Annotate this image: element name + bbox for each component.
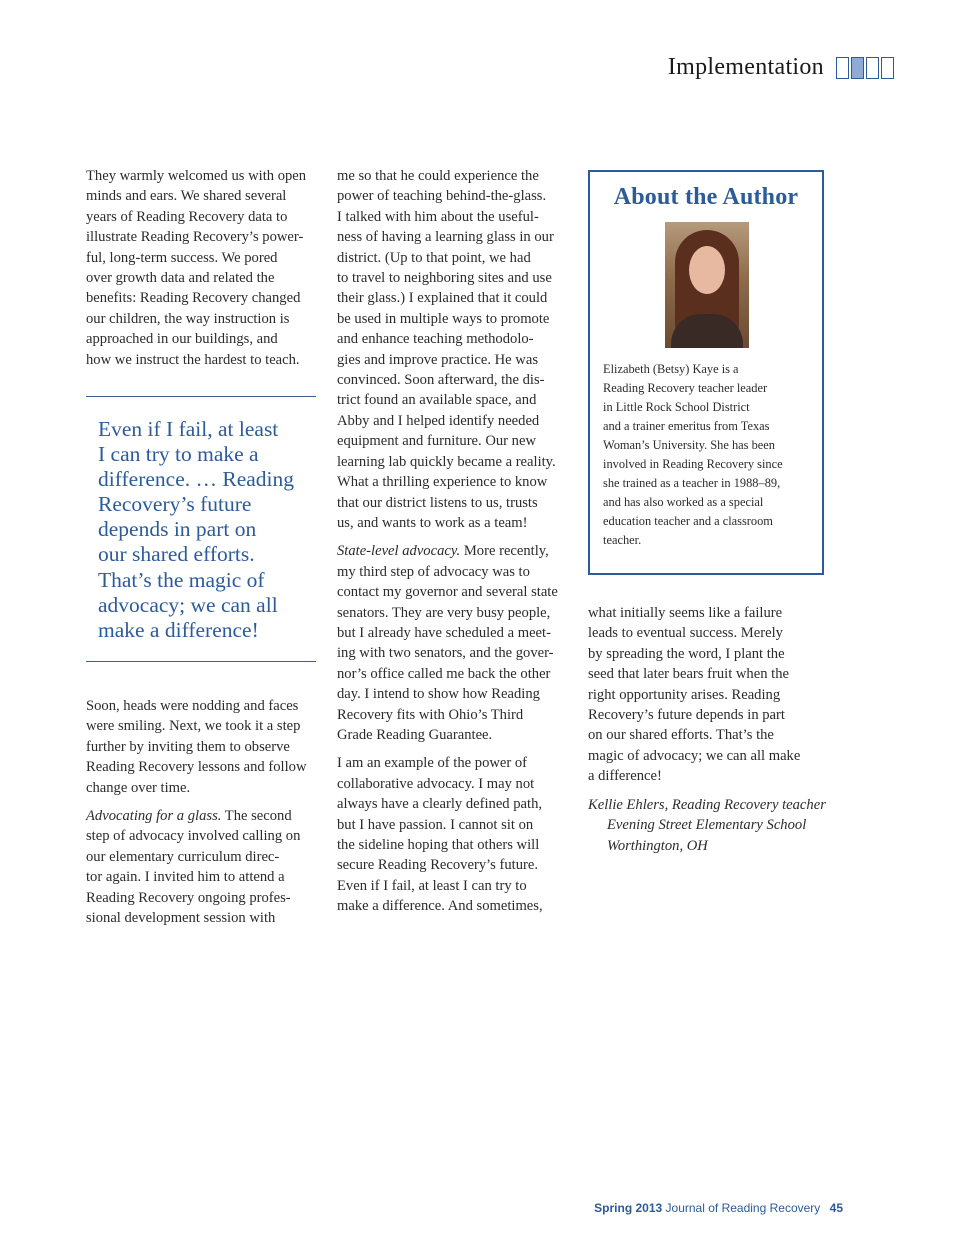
section-box-3: [866, 57, 879, 79]
text-line: but I have passion. I cannot sit on: [337, 816, 534, 833]
signature-school: Evening Street Elementary School: [607, 817, 807, 834]
text-line: were smiling. Next, we took it a step: [86, 718, 301, 735]
bio-line: and a trainer emeritus from Texas: [603, 419, 770, 433]
text-line: their glass.) I explained that it could: [337, 290, 548, 307]
section-box-4: [881, 57, 894, 79]
section-box-2-active: [851, 57, 864, 79]
text-line: the sideline hoping that others will: [337, 837, 540, 853]
text-line: learning lab quickly became a reality.: [337, 453, 556, 470]
text-line: ness of having a learning glass in our: [337, 229, 554, 246]
bio-line: she trained as a teacher in 1988–89,: [603, 476, 781, 490]
column3-paragraph-1: [588, 603, 828, 787]
text-line: on our shared efforts. That’s the: [588, 727, 774, 744]
column-2: [337, 166, 571, 925]
column1-paragraph-3: [86, 806, 318, 928]
text-line: right opportunity arises. Reading: [588, 686, 781, 703]
signature-name: Kellie Ehlers, Reading Recovery teacher: [588, 797, 826, 813]
signature-city: Worthington, OH: [607, 837, 708, 854]
pull-quote-line: make a difference!: [98, 617, 259, 642]
text-line: magic of advocacy; we can all make: [588, 747, 801, 764]
text-line: step of advocacy involved calling on: [86, 828, 301, 845]
text-line: They warmly welcomed us with open: [86, 168, 307, 184]
run-in-heading: Advocating for a glass.: [86, 808, 222, 825]
bio-line: Reading Recovery teacher leader: [603, 381, 768, 395]
column-1-lower: [86, 696, 318, 936]
text-line: be used in multiple ways to promote: [337, 310, 550, 327]
column1-paragraph-2: [86, 696, 318, 798]
text-line: power of teaching behind-the-glass.: [337, 188, 547, 205]
text-line: ing with two senators, and the gover-: [337, 645, 554, 662]
text-line: over growth data and related the: [86, 270, 275, 287]
pull-quote-line: That’s the magic of: [98, 567, 265, 592]
text-line: how we instruct the hardest to teach.: [86, 351, 300, 368]
text-line: What a thrilling experience to know: [337, 474, 548, 491]
text-line: seed that later bears fruit when the: [588, 666, 789, 683]
author-photo-face: [689, 246, 725, 294]
text-line: approached in our buildings, and: [86, 331, 278, 348]
bio-line: teacher.: [603, 533, 642, 547]
text-line: I am an example of the power of: [337, 755, 528, 772]
bio-line: in Little Rock School District: [603, 400, 750, 414]
text-line: trict found an available space, and: [337, 392, 537, 409]
text-line: us, and wants to work as a team!: [337, 514, 528, 531]
text-line: Recovery’s future depends in part: [588, 707, 785, 724]
text-line: gies and improve practice. He was: [337, 351, 538, 368]
pull-quote-line: depends in part on: [98, 517, 257, 542]
column-1: [86, 166, 318, 378]
text-line: and enhance teaching methodolo-: [337, 331, 534, 348]
text-line: senators. They are very busy people,: [337, 604, 551, 621]
text-line: our elementary curriculum direc-: [86, 848, 280, 865]
text-line: I talked with him about the useful-: [337, 208, 539, 225]
text-fragment: More recently,: [460, 543, 549, 560]
text-line: a difference!: [588, 768, 662, 785]
text-line: sional development session with: [86, 910, 276, 927]
text-line: my third step of advocacy was to: [337, 563, 530, 580]
author-box-title: About the Author: [613, 184, 799, 210]
signature-block: [588, 795, 828, 856]
text-line: [337, 541, 571, 561]
pull-quote-line: Even if I fail, at least: [98, 417, 279, 441]
text-line: our children, the way instruction is: [86, 310, 290, 327]
section-title: Implementation: [667, 54, 824, 80]
bio-line: Woman’s University. She has been: [603, 438, 775, 452]
footer-season: Spring 2013: [594, 1201, 663, 1215]
footer-journal: Journal of Reading Recovery: [665, 1201, 821, 1215]
column2-paragraph-3: [337, 753, 571, 916]
column-3: [588, 603, 828, 795]
pull-quote: [86, 396, 316, 662]
text-line: leads to eventual success. Merely: [588, 625, 783, 642]
text-line: district. (Up to that point, we had: [337, 249, 531, 266]
pull-quote-line: I can try to make a: [98, 442, 259, 467]
text-line: collaborative advocacy. I may not: [337, 775, 535, 792]
text-line: benefits: Reading Recovery changed: [86, 290, 301, 307]
text-line: Recovery fits with Ohio’s Third: [337, 706, 524, 723]
text-line: Abby and I helped identify needed: [337, 412, 540, 429]
run-in-heading: State-level advocacy.: [337, 543, 461, 560]
section-indicator: [836, 57, 894, 79]
text-line: day. I intend to show how Reading: [337, 686, 540, 703]
text-line: make a difference. And sometimes,: [337, 898, 543, 915]
author-photo: [665, 222, 749, 348]
text-line: to travel to neighboring sites and use: [337, 270, 552, 287]
text-line: ful, long-term success. We pored: [86, 249, 278, 266]
column2-paragraph-2: [337, 541, 571, 745]
author-bio: [603, 360, 815, 550]
text-line: that our district listens to us, trusts: [337, 494, 538, 511]
page-number: 45: [829, 1201, 843, 1215]
text-line: what initially seems like a failure: [588, 605, 783, 621]
text-line: me so that he could experience the: [337, 168, 539, 184]
text-line: Reading Recovery lessons and follow: [86, 759, 307, 776]
text-line: years of Reading Recovery data to: [86, 208, 288, 225]
text-line: contact my governor and several state: [337, 584, 558, 601]
text-line: change over time.: [86, 779, 191, 796]
text-line: always have a clearly defined path,: [337, 796, 543, 813]
text-line: [86, 806, 318, 826]
text-line: nor’s office called me back the other: [337, 665, 551, 682]
text-line: further by inviting them to observe: [86, 738, 290, 755]
text-line: tor again. I invited him to attend a: [86, 869, 285, 886]
text-line: Soon, heads were nodding and faces: [86, 698, 299, 714]
pull-quote-line: Recovery’s future: [98, 492, 252, 517]
bio-line: education teacher and a classroom: [603, 514, 773, 528]
text-line: equipment and furniture. Our new: [337, 433, 536, 450]
about-the-author-box: [588, 170, 824, 575]
bio-line: involved in Reading Recovery since: [603, 457, 783, 471]
text-line: Reading Recovery ongoing profes-: [86, 889, 291, 906]
text-line: convinced. Soon afterward, the dis-: [337, 372, 545, 389]
text-line: Even if I fail, at least I can try to: [337, 877, 527, 894]
bio-line: Elizabeth (Betsy) Kaye is a: [603, 362, 739, 376]
text-line: but I already have scheduled a meet-: [337, 624, 551, 641]
text-line: minds and ears. We shared several: [86, 188, 287, 205]
column1-paragraph-1: [86, 166, 318, 370]
section-box-1: [836, 57, 849, 79]
text-line: illustrate Reading Recovery’s power-: [86, 229, 304, 246]
bio-line: and has also worked as a special: [603, 495, 764, 509]
pull-quote-line: difference. … Reading: [98, 467, 295, 492]
page-footer: [594, 1201, 843, 1215]
column2-paragraph-1: [337, 166, 571, 533]
text-line: by spreading the word, I plant the: [588, 645, 785, 662]
text-line: secure Reading Recovery’s future.: [337, 857, 538, 874]
pull-quote-line: our shared efforts.: [98, 542, 255, 567]
section-header: [668, 54, 894, 81]
text-fragment: The second: [221, 808, 292, 825]
pull-quote-line: advocacy; we can all: [98, 592, 278, 617]
text-line: Grade Reading Guarantee.: [337, 726, 493, 743]
